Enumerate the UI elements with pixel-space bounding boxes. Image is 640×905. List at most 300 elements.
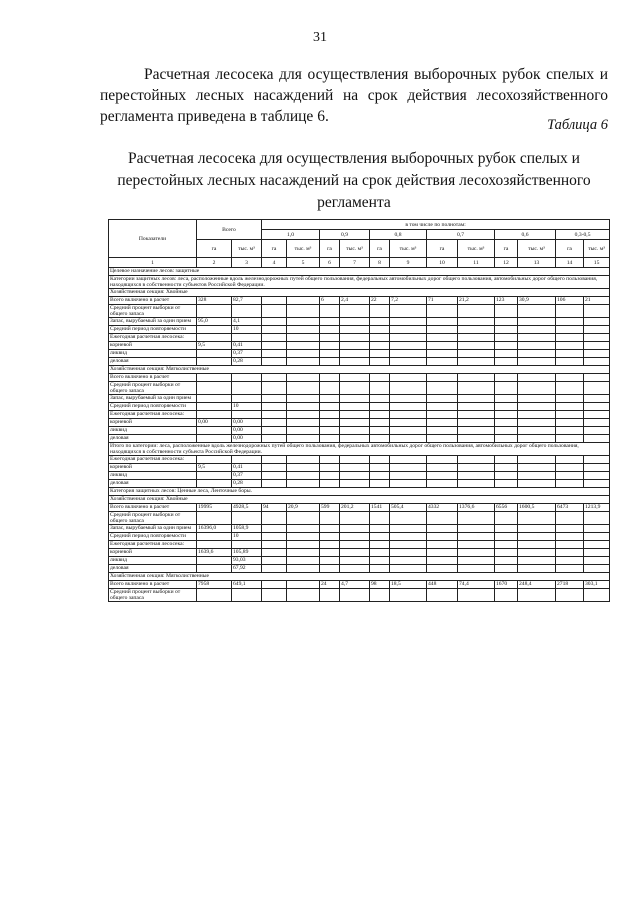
table-row [109,297,610,305]
row-label: Запас, вырубаемый за один прием [109,395,197,403]
table-cell [584,549,610,557]
table-cell [390,350,427,358]
table-cell: 0,28 [232,358,262,366]
table-cell [518,435,556,443]
table-cell [584,533,610,541]
table-cell [370,374,390,382]
table-cell [458,472,495,480]
table-cell [495,589,518,602]
table-cell [584,411,610,419]
table-cell: 74,4 [458,581,495,589]
table-cell [427,533,458,541]
table-cell [320,419,340,427]
table-cell [390,358,427,366]
table-cell [262,358,287,366]
table-cell [584,589,610,602]
row-label: Всего включено в расчет [109,581,197,589]
header-unit-ha: га [262,240,287,258]
table-cell [340,374,370,382]
table-cell [427,472,458,480]
table-row [109,318,610,326]
row-label: Средний период повторяемости [109,326,197,334]
table-cell [427,435,458,443]
table-cell [197,435,232,443]
table-cell: 18,5 [390,581,427,589]
forest-cutting-table [108,219,610,602]
table-cell: 9,5 [197,464,232,472]
table-cell [340,419,370,427]
table-cell [370,305,390,318]
table-cell [518,419,556,427]
section-heading: Категории защитных лесов: леса, расположенные вдоль железнодорожных путей общего пользования, федеральных автомобильных дорог общего пользования, автомобильных дорог общего пользования, находящихся в собственности субъектов Российской Федерации. [109,276,610,289]
header-unit-ha: га [320,240,340,258]
table-cell [287,589,320,602]
table-section-row [109,443,610,456]
table-cell [584,565,610,573]
row-label: корневой [109,464,197,472]
table-cell: 10 [232,403,262,411]
table-cell [495,326,518,334]
table-section-row [109,496,610,504]
table-cell [556,374,584,382]
table-cell [197,541,232,549]
table-cell [197,427,232,435]
table-cell [390,342,427,350]
table-row [109,427,610,435]
table-cell [197,533,232,541]
row-label: Средний период повторяемости [109,403,197,411]
table-cell [495,358,518,366]
table-cell [518,342,556,350]
table-cell [458,557,495,565]
table-cell [262,480,287,488]
table-cell: 4,7 [340,581,370,589]
table-cell: 649,1 [232,581,262,589]
table-row [109,334,610,342]
table-cell [287,318,320,326]
table-cell [458,374,495,382]
table-cell [458,549,495,557]
table-cell: 4332 [427,504,458,512]
table-cell [262,464,287,472]
table-row [109,512,610,525]
table-cell: 82,7 [232,297,262,305]
table-cell: 67,92 [232,565,262,573]
table-cell [390,382,427,395]
table-cell [320,472,340,480]
table-cell [495,525,518,533]
table-cell [390,480,427,488]
table-cell [584,525,610,533]
table-row [109,326,610,334]
table-cell [287,403,320,411]
table-row [109,472,610,480]
table-cell [427,512,458,525]
table-cell [197,382,232,395]
table-cell [340,326,370,334]
row-label: Ежегодная расчетная лесосека: [109,411,197,419]
table-cell [458,565,495,573]
table-cell: 20,9 [287,504,320,512]
table-cell [518,411,556,419]
table-cell [458,382,495,395]
table-section-row [109,488,610,496]
table-cell [370,334,390,342]
table-cell [427,411,458,419]
table-cell [427,565,458,573]
table-cell [197,350,232,358]
table-label: Таблица 6 [547,117,608,133]
table-cell [495,512,518,525]
table-cell [458,318,495,326]
table-cell [197,358,232,366]
table-cell [287,297,320,305]
table-cell [584,334,610,342]
row-label: корневой [109,549,197,557]
table-cell: 0,37 [232,472,262,480]
table-cell [556,456,584,464]
table-cell [584,464,610,472]
table-cell [370,419,390,427]
table-cell [495,411,518,419]
table-cell [390,326,427,334]
table-cell [390,374,427,382]
table-cell [370,589,390,602]
section-heading: Хозяйственная секция: Хвойные [109,289,610,297]
table-cell: 201,2 [340,504,370,512]
table-cell [556,549,584,557]
table-cell [232,512,262,525]
table-cell [340,512,370,525]
table-cell: 0,41 [232,464,262,472]
table-cell [584,403,610,411]
table-cell [287,326,320,334]
column-number: 14 [556,258,584,268]
table-cell [427,334,458,342]
header-unit-ha: га [495,240,518,258]
table-cell [320,342,340,350]
table-cell [390,549,427,557]
table-cell: 599 [320,504,340,512]
table-cell [427,557,458,565]
table-cell [197,557,232,565]
table-cell [262,411,287,419]
table-cell [427,541,458,549]
column-number: 2 [197,258,232,268]
table-cell [458,512,495,525]
table-cell: 1639,6 [197,549,232,557]
table-cell [320,334,340,342]
table-cell [458,305,495,318]
row-label: ликвид [109,472,197,480]
table-cell [287,472,320,480]
table-cell [262,334,287,342]
table-cell [320,435,340,443]
table-cell [584,419,610,427]
table-cell [320,411,340,419]
table-cell [197,411,232,419]
table-cell [458,334,495,342]
table-cell [518,358,556,366]
table-cell [556,435,584,443]
table-cell [495,350,518,358]
table-cell [370,326,390,334]
table-cell: 106 [556,297,584,305]
table-cell [197,589,232,602]
table-cell [427,403,458,411]
table-section-row [109,276,610,289]
table-cell [320,589,340,602]
table-cell [556,342,584,350]
table-cell [390,557,427,565]
row-label: Средний период повторяемости [109,533,197,541]
table-cell [370,382,390,395]
table-cell [370,403,390,411]
table-cell [340,557,370,565]
table-cell [390,541,427,549]
table-cell [427,480,458,488]
table-cell [390,334,427,342]
table-cell [370,456,390,464]
table-cell [518,480,556,488]
table-title: Расчетная лесосека для осуществления выборочных рубок спелых и перестойных лесных насаждений на срок действия лесохозяйственного регламента [117,150,591,211]
table-cell [320,350,340,358]
section-heading: Хозяйственная секция: Мягколиственные [109,573,610,581]
table-cell [390,411,427,419]
table-cell [262,533,287,541]
table-cell: 6 [320,297,340,305]
table-cell [518,589,556,602]
table-cell [340,549,370,557]
table-cell [262,350,287,358]
table-cell [518,557,556,565]
table-cell [556,403,584,411]
table-cell [458,419,495,427]
table-cell [370,464,390,472]
table-cell [458,326,495,334]
row-label: деловая [109,480,197,488]
table-cell [584,382,610,395]
table-cell [518,350,556,358]
table-cell [340,525,370,533]
section-heading: Категория защитных лесов: Ценные леса, Ленточные боры. [109,488,610,496]
column-number: 1 [109,258,197,268]
table-section-row [109,573,610,581]
table-cell [197,305,232,318]
header-unit-ha: га [197,240,232,258]
table-cell [390,419,427,427]
table-cell [320,541,340,549]
header-density: 0,6 [495,230,556,240]
table-cell [427,305,458,318]
table-row [109,350,610,358]
table-cell: 0,00 [232,419,262,427]
table-cell [262,382,287,395]
table-cell [518,525,556,533]
table-cell [495,427,518,435]
table-cell [340,435,370,443]
table-cell [390,464,427,472]
table-cell [518,541,556,549]
table-cell [518,427,556,435]
header-indicators: Показатели [109,220,197,258]
table-cell [584,318,610,326]
table-cell [287,342,320,350]
table-cell [427,350,458,358]
table-cell [427,395,458,403]
table-cell [262,565,287,573]
table-cell [262,419,287,427]
table-row [109,533,610,541]
table-cell [390,565,427,573]
row-label: Ежегодная расчетная лесосека: [109,456,197,464]
table-cell: 4928,5 [232,504,262,512]
table-cell [518,318,556,326]
table-cell [518,512,556,525]
section-heading: Целевое назначение лесов: защитные [109,268,610,276]
table-cell [556,419,584,427]
table-cell [427,525,458,533]
table-cell [262,326,287,334]
table-cell [320,395,340,403]
table-cell: 0,41 [232,342,262,350]
table-row [109,589,610,602]
column-number: 7 [340,258,370,268]
column-number: 9 [390,258,427,268]
table-cell [340,403,370,411]
table-cell: 448 [427,581,458,589]
table-cell [370,395,390,403]
table-cell [287,411,320,419]
row-label: деловая [109,435,197,443]
table-cell [458,435,495,443]
table-cell [584,456,610,464]
table-cell [427,318,458,326]
row-label: ликвид [109,557,197,565]
header-unit-thousand-m3: тыс. м³ [390,240,427,258]
table-cell [556,472,584,480]
table-cell [495,533,518,541]
table-cell [584,374,610,382]
table-cell [197,395,232,403]
table-row [109,504,610,512]
table-cell [495,334,518,342]
header-unit-ha: га [427,240,458,258]
table-cell [390,525,427,533]
table-cell [556,334,584,342]
table-cell [320,456,340,464]
table-cell [584,395,610,403]
table-cell [584,557,610,565]
table-row [109,358,610,366]
table-cell [320,565,340,573]
column-number: 6 [320,258,340,268]
table-row [109,565,610,573]
table-cell [262,297,287,305]
table-cell [262,318,287,326]
header-density: 1,0 [262,230,320,240]
row-label: Всего включено в расчет [109,297,197,305]
table-cell [458,350,495,358]
header-density: 0,3-0,5 [556,230,610,240]
row-label: корневой [109,342,197,350]
table-cell [458,589,495,602]
table-cell [495,541,518,549]
table-cell [495,435,518,443]
intro-text: Расчетная лесосека для осуществления выборочных рубок спелых и перестойных лесных насаждений на срок действия лесохозяйственного регламента приведена в таблице 6. [100,66,608,125]
row-label: Запас, вырубаемый за один прием [109,525,197,533]
header-unit-thousand-m3: тыс. м³ [287,240,320,258]
table-cell: 505,4 [390,504,427,512]
table-cell: 123 [495,297,518,305]
table-cell [556,557,584,565]
table-cell [340,342,370,350]
table-cell [518,533,556,541]
table-cell [320,374,340,382]
table-cell [287,512,320,525]
table-cell: 71 [427,297,458,305]
table-cell [287,435,320,443]
table-cell [458,342,495,350]
table-cell [320,403,340,411]
header-total: Всего [197,220,262,240]
table-cell: 0,00 [232,427,262,435]
column-number: 11 [458,258,495,268]
table-cell [556,512,584,525]
table-cell [262,541,287,549]
table-cell [495,305,518,318]
table-cell [390,305,427,318]
table-cell: 93,03 [232,557,262,565]
table-cell [340,334,370,342]
table-cell [584,512,610,525]
table-cell [556,525,584,533]
table-cell [320,512,340,525]
table-cell [556,541,584,549]
table-cell [584,541,610,549]
table-cell [458,427,495,435]
table-cell [232,411,262,419]
table-cell: 7,2 [390,297,427,305]
table-cell [197,326,232,334]
table-cell [370,350,390,358]
table-cell: 1213,9 [584,504,610,512]
table-cell [495,318,518,326]
column-number: 13 [518,258,556,268]
table-cell: 9,5 [197,342,232,350]
table-cell [262,512,287,525]
table-cell [518,305,556,318]
column-number: 4 [262,258,287,268]
table-section-row [109,268,610,276]
table-cell [320,318,340,326]
table-cell [518,565,556,573]
table-cell [584,326,610,334]
table-cell [518,403,556,411]
table-cell [197,334,232,342]
row-label: Всего включено в расчет [109,374,197,382]
table-cell [320,525,340,533]
table-cell [556,382,584,395]
table-cell [584,350,610,358]
table-cell [556,533,584,541]
table-cell [495,419,518,427]
page-number: 31 [313,30,327,45]
row-label: Средний процент выборки от общего запаса [109,589,197,602]
table-cell [458,456,495,464]
table-cell [556,318,584,326]
table-row [109,456,610,464]
